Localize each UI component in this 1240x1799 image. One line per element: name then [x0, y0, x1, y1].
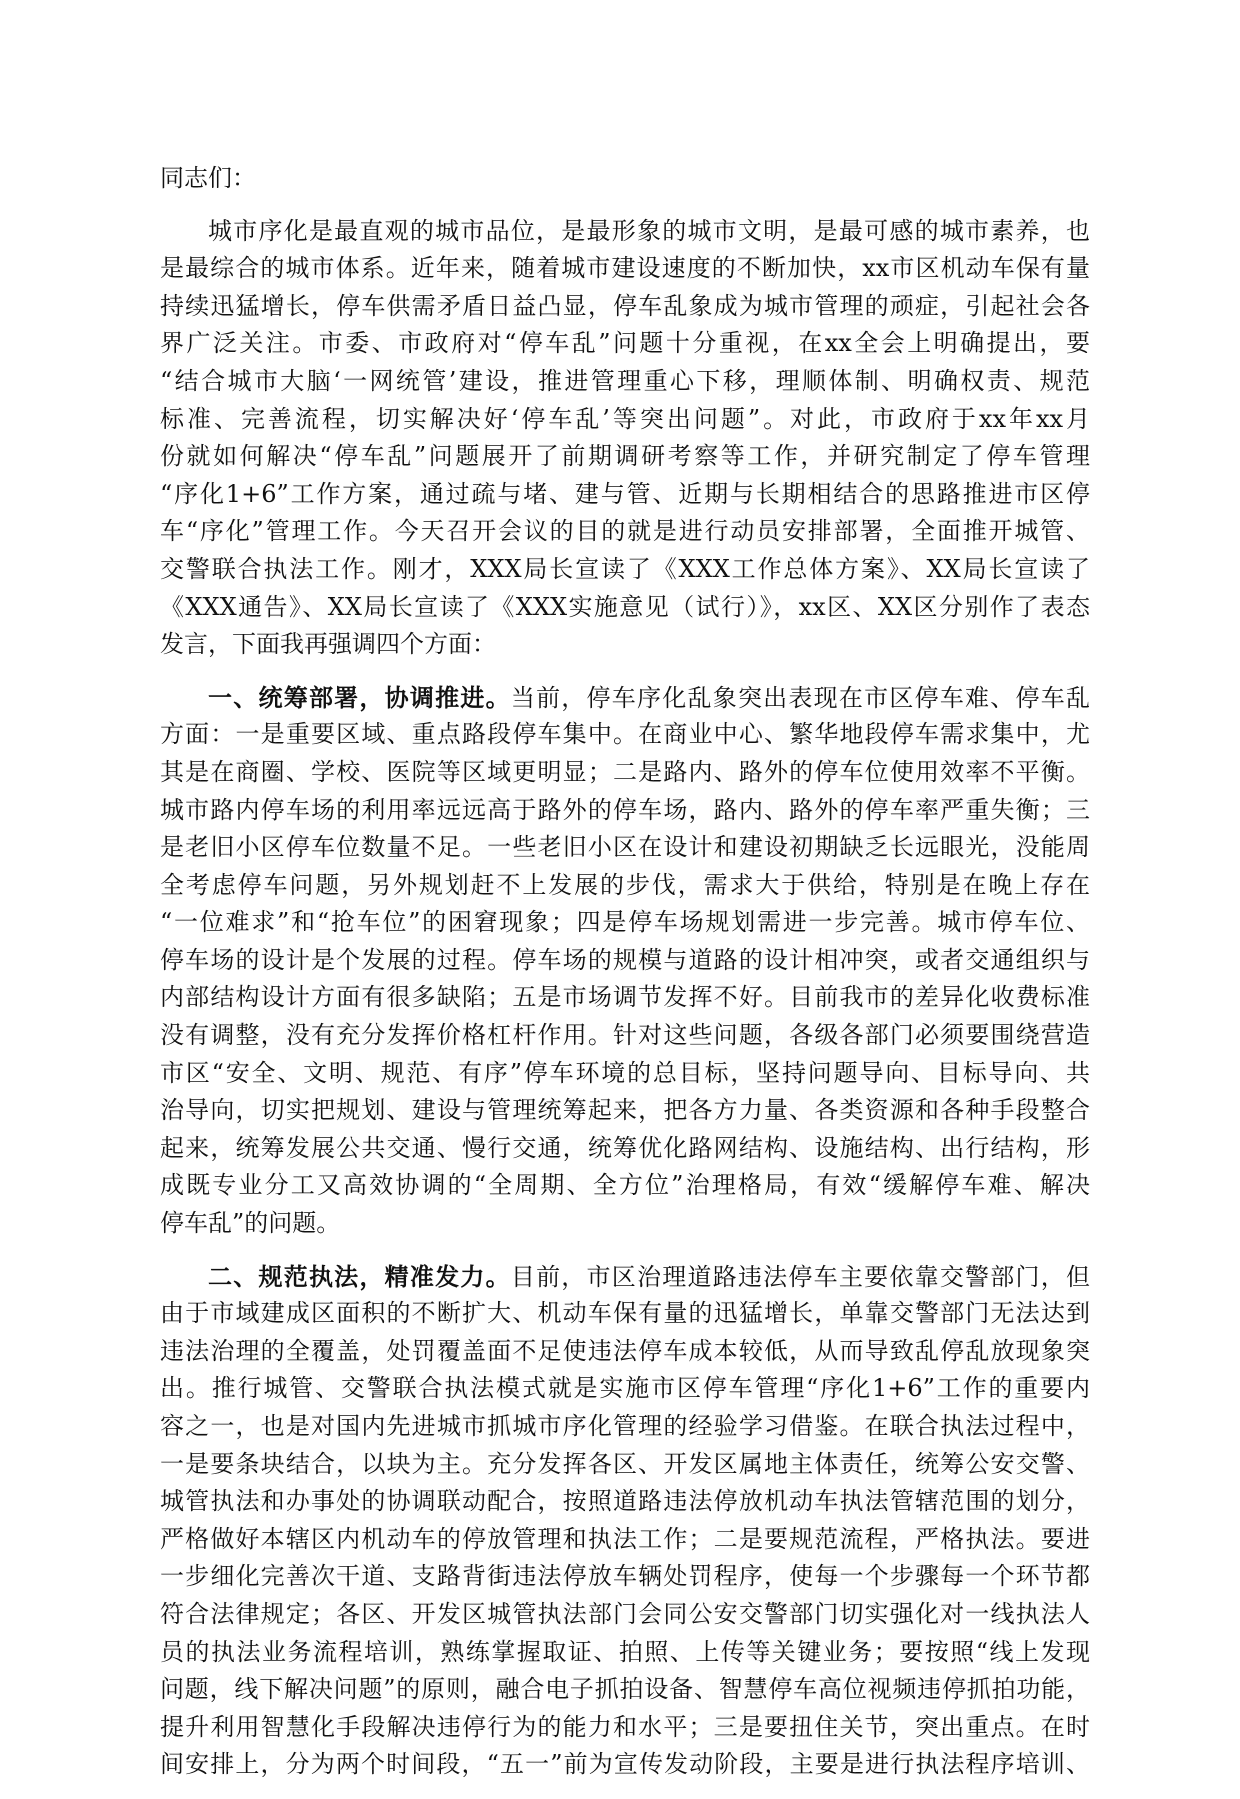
text-line: 界广泛关注。市委、市政府对“停车乱”问题十分重视，在xx全会上明确提出，要 [160, 329, 1090, 358]
text-line: “序化1+6”工作方案，通过疏与堵、建与管、近期与长期相结合的思路推进市区停 [160, 479, 1090, 508]
text-line: 员的执法业务流程培训，熟练掌握取证、拍照、上传等关键业务；要按照“线上发现 [160, 1637, 1090, 1666]
text-line: 市区“安全、文明、规范、有序”停车环境的总目标，坚持问题导向、目标导向、共 [160, 1058, 1090, 1087]
text-line: 《XXX通告》、XX局长宣读了《XXX实施意见（试行）》，xx区、XX区分别作了表态 [160, 592, 1090, 621]
text-line: 持续迅猛增长，停车供需矛盾日益凸显，停车乱象成为城市管理的顽症，引起社会各 [160, 291, 1090, 320]
text-line: 没有调整，没有充分发挥价格杠杆作用。针对这些问题，各级各部门必须要围绕营造 [160, 1021, 1090, 1050]
text-line [160, 1258, 1090, 1296]
text-line: 由于市域建成区面积的不断扩大、机动车保有量的迅猛增长，单靠交警部门无法达到 [160, 1299, 1090, 1328]
text-line: 份就如何解决“停车乱”问题展开了前期调研考察等工作，并研究制定了停车管理 [160, 442, 1090, 471]
text-line: 发言，下面我再强调四个方面： [160, 630, 496, 659]
text-line: 违法治理的全覆盖，处罚覆盖面不足使违法停车成本较低，从而导致乱停乱放现象突 [160, 1336, 1090, 1365]
text-line: 问题，线下解决问题”的原则，融合电子抓拍设备、智慧停车高位视频违停抓拍功能， [160, 1675, 1090, 1704]
text-line: 车“序化”管理工作。今天召开会议的目的就是进行动员安排部署，全面推开城管、 [160, 517, 1090, 546]
text-line: 城市路内停车场的利用率远远高于路外的停车场，路内、路外的停车率严重失衡；三 [160, 795, 1090, 824]
text-line: 容之一，也是对国内先进城市抓城市序化管理的经验学习借鉴。在联合执法过程中， [160, 1412, 1090, 1440]
text-line: 间安排上，分为两个时间段，“五一”前为宣传发动阶段，主要是进行执法程序培训、 [160, 1750, 1090, 1779]
section-heading: 二、规范执法，精准发力。 [208, 1261, 511, 1291]
text-line: 出。推行城管、交警联合执法模式就是实施市区停车管理“序化1+6”工作的重要内 [160, 1374, 1090, 1403]
text-line: 城市序化是最直观的城市品位，是最形象的城市文明，是最可感的城市素养，也 [208, 216, 1090, 245]
text-line [160, 679, 1090, 717]
section-heading: 一、统筹部署，协调推进。 [208, 682, 511, 712]
text-line: 成既专业分工又高效协调的“全周期、全方位”治理格局，有效“缓解停车难、解决 [160, 1171, 1090, 1200]
section-text: 当前，停车序化乱象突出表现在市区停车难、停车乱 [510, 683, 1091, 712]
text-line: 符合法律规定；各区、开发区城管执法部门会同公安交警部门切实强化对一线执法人 [160, 1599, 1090, 1628]
text-line: “一位难求”和“抢车位”的困窘现象；四是停车场规划需进一步完善。城市停车位、 [160, 908, 1090, 937]
text-line: 一步细化完善次干道、支路背街违法停放车辆处罚程序，使每一个步骤每一个环节都 [160, 1562, 1090, 1591]
text-line: 起来，统筹发展公共交通、慢行交通，统筹优化路网结构、设施结构、出行结构，形 [160, 1133, 1090, 1162]
text-line: 其是在商圈、学校、医院等区域更明显；二是路内、路外的停车位使用效率不平衡。 [160, 757, 1090, 786]
text-line: 方面：一是重要区域、重点路段停车集中。在商业中心、繁华地段停车需求集中，尤 [160, 720, 1090, 749]
text-line: 城管执法和办事处的协调联动配合，按照道路违法停放机动车执法管辖范围的划分， [160, 1487, 1090, 1516]
text-line: 内部结构设计方面有很多缺陷；五是市场调节发挥不好。目前我市的差异化收费标准 [160, 983, 1090, 1012]
text-line: 全考虑停车问题，另外规划赶不上发展的步伐，需求大于供给，特别是在晚上存在 [160, 870, 1090, 899]
section-text: 目前，市区治理道路违法停车主要依靠交警部门，但 [510, 1262, 1091, 1291]
text-line: 交警联合执法工作。刚才，XXX局长宣读了《XXX工作总体方案》、XX局长宣读了 [160, 554, 1090, 583]
paragraph-section-1 [160, 679, 1090, 1243]
paragraph-intro [160, 213, 1090, 664]
document-page [160, 160, 1090, 1799]
text-line: 提升利用智慧化手段解决违停行为的能力和水平；三是要扭住关节，突出重点。在时 [160, 1712, 1090, 1741]
text-line: 治导向，切实把规划、建设与管理统筹起来，把各方力量、各类资源和各种手段整合 [160, 1096, 1090, 1125]
text-line: 是最综合的城市体系。近年来，随着城市建设速度的不断加快，xx市区机动车保有量 [160, 254, 1090, 283]
paragraph-section-2 [160, 1258, 1090, 1784]
text-line: 标准、完善流程，切实解决好‘停车乱’等突出问题”。对此，市政府于xx年xx月 [160, 404, 1090, 433]
text-line: 停车场的设计是个发展的过程。停车场的规模与道路的设计相冲突，或者交通组织与 [160, 945, 1090, 974]
text-line: 一是要条块结合，以块为主。充分发挥各区、开发区属地主体责任，统筹公安交警、 [160, 1449, 1090, 1478]
text-line: 严格做好本辖区内机动车的停放管理和执法工作；二是要规范流程，严格执法。要进 [160, 1524, 1090, 1553]
salutation: 同志们： [160, 164, 256, 192]
text-line: 是老旧小区停车位数量不足。一些老旧小区在设计和建设初期缺乏长远眼光，没能周 [160, 833, 1090, 862]
text-line: “结合城市大脑‘一网统管’建设，推进管理重心下移，理顺体制、明确权责、规范 [160, 366, 1090, 395]
text-line: 停车乱”的问题。 [160, 1209, 341, 1238]
